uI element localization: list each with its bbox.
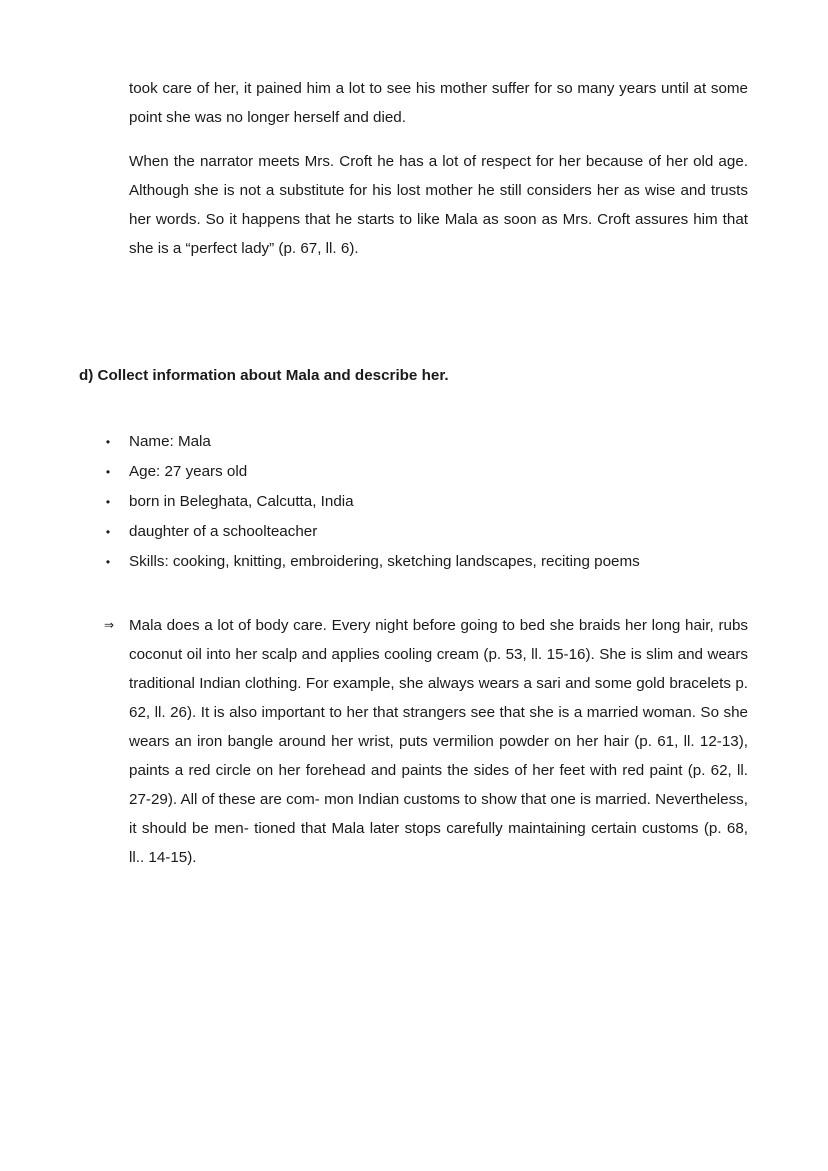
- bullet-icon: •: [105, 495, 111, 509]
- list-item-text: Skills: cooking, knitting, embroidering, sketching landscapes, reciting poems: [129, 553, 640, 570]
- conclusion-paragraph: Mala does a lot of body care. Every night before going to bed she braids her long hair, rubs coconut oil into her scalp and applies cooling cream (p. 53, ll. 15-16). She is slim and wears traditional Indian clothing. For example, she always wears a sari and some gold bracelets p. 62, ll. 26). It is also important to her that strangers see that she is a married woman. So she wears an iron bangle around her wrist, puts vermilion powder on her hair (p. 61, ll. 12-13), paints a red circle on her forehead and paints the sides of her feet with red paint (p. 62, ll. 27-29). All of these are com- mon Indian customs to show that one is married. Nevertheless, it should be men- tioned that Mala later stops carefully maintaining certain customs (p. 68, ll.. 14-15).: [129, 617, 748, 866]
- section-heading: d) Collect information about Mala and describe her.: [79, 367, 449, 384]
- arrow-right-icon: ⇒: [104, 618, 115, 632]
- bullet-icon: •: [105, 555, 111, 569]
- list-item: [0, 547, 828, 577]
- mala-info-list: [0, 427, 828, 577]
- paragraph-continuation: took care of her, it pained him a lot to see his mother suffer for so many years until at some point she was no longer herself and died.: [129, 80, 748, 126]
- list-item-text: born in Beleghata, Calcutta, India: [129, 493, 354, 510]
- list-item-text: Age: 27 years old: [129, 463, 248, 480]
- paragraph-mrs-croft: When the narrator meets Mrs. Croft he has a lot of respect for her because of her old age. Although she is not a substitute for his lost mother he still considers her as wise and trusts her words. So it happens that he starts to like Mala as soon as Mrs. Croft assures him that she is a “perfect lady” (p. 67, ll. 6).: [129, 153, 748, 257]
- list-item-text: daughter of a schoolteacher: [129, 523, 318, 540]
- list-item: [0, 427, 828, 457]
- list-item: [0, 487, 828, 517]
- list-item: [0, 517, 828, 547]
- list-item: [0, 457, 828, 487]
- bullet-icon: •: [105, 465, 111, 479]
- bullet-icon: •: [105, 525, 111, 539]
- list-item-text: Name: Mala: [129, 433, 211, 450]
- bullet-icon: •: [105, 435, 111, 449]
